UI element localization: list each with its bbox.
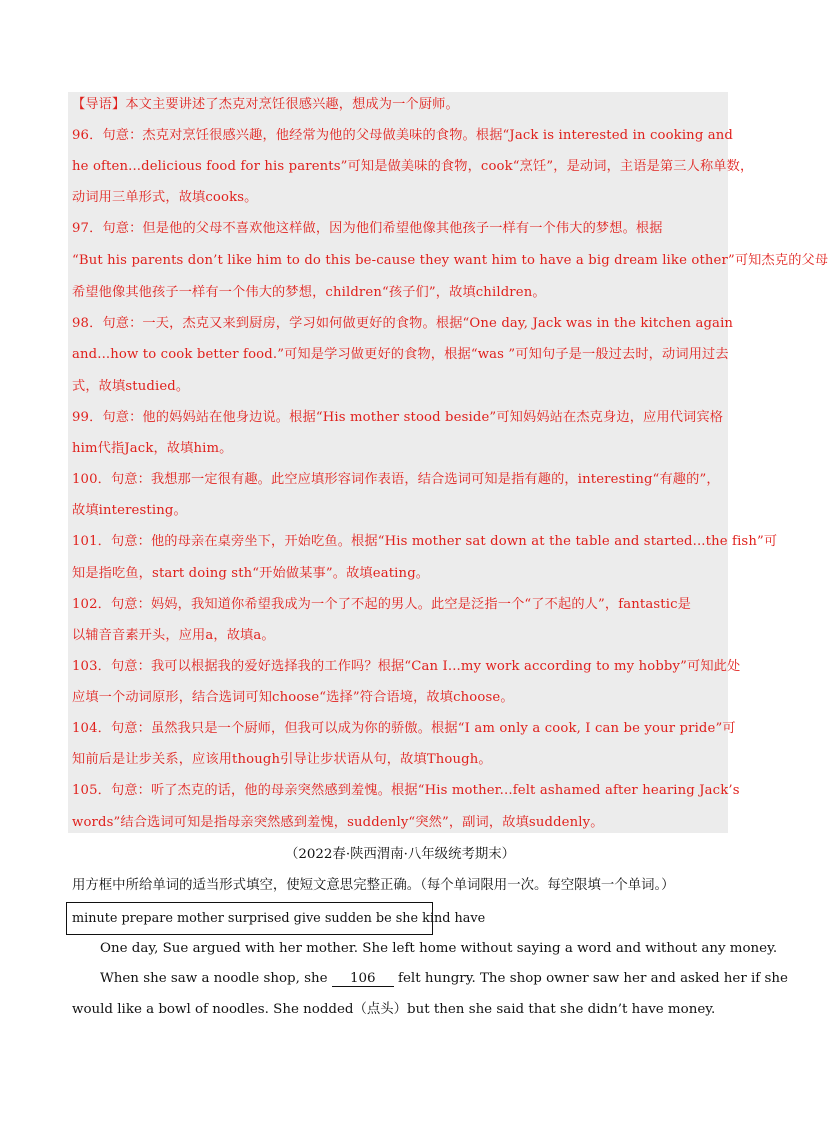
answer-97-line-1: 97．句意：但是他的父母不喜欢他这样做，因为他们希望他像其他孩子一样有一个伟大的梦想。根据 xyxy=(72,221,663,236)
answer-100-line-1: 100．句意：我想那一定很有趣。此空应填形容词作表语，结合选词可知是指有趣的，interesting“有趣的”， xyxy=(72,472,720,487)
answer-103-line-2: 应填一个动词原形，结合选词可知choose“选择”符合语境，故填choose。 xyxy=(72,690,514,705)
passage-paragraph-1: One day, Sue argued with her mother. She left home without saying a word and without any money. xyxy=(100,941,778,956)
answer-102-line-2: 以辅音音素开头，应用a，故填a。 xyxy=(72,628,275,643)
answer-96-line-3: 动词用三单形式，故填cooks。 xyxy=(72,190,258,205)
answer-98-line-3: 式，故填studied。 xyxy=(72,379,190,394)
answer-101-line-2: 知是指吃鱼，start doing sth“开始做某事”。故填eating。 xyxy=(72,566,430,581)
blank-106: 106 xyxy=(332,971,394,987)
word-box-words: minute prepare mother surprised give sudden be she kind have xyxy=(72,911,486,926)
answer-99-line-1: 99．句意：他的妈妈站在他身边说。根据“His mother stood beside”可知妈妈站在杰克身边，应用代词宾格 xyxy=(72,410,724,425)
task-instruction: 用方框中所给单词的适当形式填空，使短文意思完整正确。（每个单词限用一次。每空限填一个单词。） xyxy=(72,878,675,893)
answer-98-line-2: and...how to cook better food.”可知是学习做更好的食物，根据“was ”可知句子是一般过去时，动词用过去 xyxy=(72,347,729,362)
answer-97-line-2: “But his parents don’t like him to do this be-cause they want him to have a big dream like other”可知杰克的父母 xyxy=(72,253,828,268)
passage-text: felt hungry. The shop owner saw her and asked her if she xyxy=(393,971,788,986)
answer-105-line-2: words”结合选词可知是指母亲突然感到羞愧，suddenly“突然”，副词，故填suddenly。 xyxy=(72,815,604,830)
answer-97-line-3: 希望他像其他孩子一样有一个伟大的梦想，children“孩子们”，故填children。 xyxy=(72,285,546,300)
answer-96-line-2: he often...delicious food for his parents”可知是做美味的食物，cook“烹饪”，是动词，主语是第三人称单数， xyxy=(72,159,754,174)
word-box xyxy=(66,902,486,935)
answer-103-line-1: 103．句意：我可以根据我的爱好选择我的工作吗？根据“Can I...my work according to my hobby”可知此处 xyxy=(72,659,741,674)
answer-99-line-2: him代指Jack，故填him。 xyxy=(72,441,233,456)
answer-102-line-1: 102．句意：妈妈，我知道你希望我成为一个了不起的男人。此空是泛指一个“了不起的人”，fantastic是 xyxy=(72,597,691,612)
answer-96-line-1: 96．句意：杰克对烹饪很感兴趣，他经常为他的父母做美味的食物。根据“Jack is interested in cooking and xyxy=(72,128,734,143)
passage-paragraph-2-line-2: would like a bowl of noodles. She nodded（点头）but then she said that she didn’t have money. xyxy=(72,1002,716,1017)
answer-104-line-2: 知前后是让步关系，应该用though引导让步状语从句，故填Though。 xyxy=(72,752,492,767)
answer-100-line-2: 故填interesting。 xyxy=(72,503,187,518)
answer-98-line-1: 98．句意：一天，杰克又来到厨房，学习如何做更好的食物。根据“One day, Jack was in the kitchen again xyxy=(72,316,734,331)
passage-text: When she saw a noodle shop, she xyxy=(100,971,332,986)
exam-source: （2022春·陕西渭南·八年级统考期末） xyxy=(284,847,516,862)
lead-paragraph: 【导语】本文主要讲述了杰克对烹饪很感兴趣，想成为一个厨师。 xyxy=(72,97,459,112)
answer-105-line-1: 105．句意：听了杰克的话，他的母亲突然感到羞愧。根据“His mother...felt ashamed after hearing Jack’s xyxy=(72,783,740,798)
answer-104-line-1: 104．句意：虽然我只是一个厨师，但我可以成为你的骄傲。根据“I am only a cook, I can be your pride”可 xyxy=(72,721,736,736)
passage-paragraph-2-line-1 xyxy=(100,969,788,989)
answer-101-line-1: 101．句意：他的母亲在桌旁坐下，开始吃鱼。根据“His mother sat down at the table and started...the fish”可 xyxy=(72,534,778,549)
